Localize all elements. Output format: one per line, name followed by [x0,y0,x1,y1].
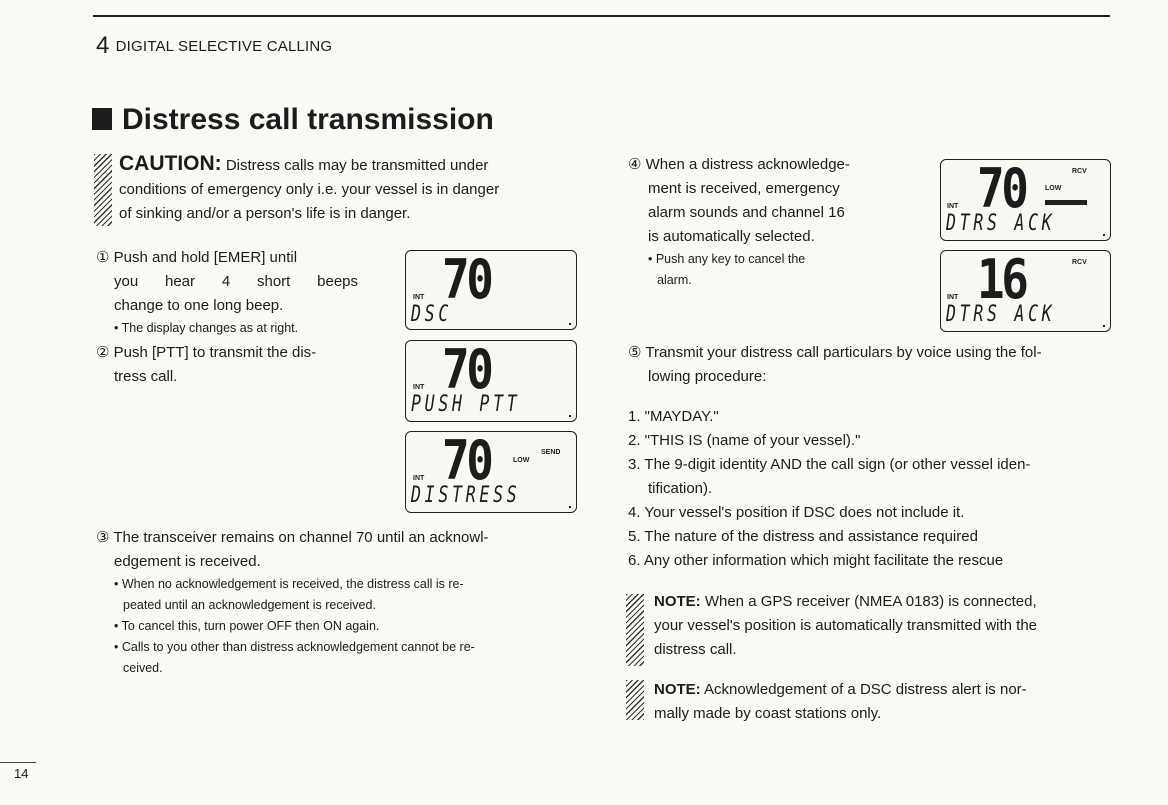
square-bullet-icon [92,108,112,130]
lcd-text: DISTRESS [411,483,521,508]
step-bullet: ceived. [123,661,163,675]
lcd-display-dsc [405,250,577,330]
chapter-number: 4 [96,32,110,59]
step-text: you hear 4 short beeps [114,273,358,290]
step-4 [628,153,893,291]
list-item: 3. The 9-digit identity AND the call sign (or other vessel iden- [628,456,1031,473]
lcd-int-label: INT [947,294,959,301]
lcd-int-label: INT [413,294,425,301]
lcd-text: PUSH PTT [411,392,521,417]
note-label: NOTE: [654,681,701,698]
step-1 [96,246,358,339]
step-bullet: • When no acknowledgement is received, the distress call is re- [114,577,464,591]
lcd-display-dtrs-ack-70 [940,159,1111,241]
note-text: When a GPS receiver (NMEA 0183) is connected, [704,593,1037,610]
lcd-low-label: LOW [1045,185,1062,192]
lcd-low-label: LOW [513,457,530,464]
step-text: change to one long beep. [114,297,284,314]
step-text: ③ The transceiver remains on channel 70 until an acknowl- [96,529,489,546]
caution-block [119,152,499,226]
caution-line: conditions of emergency only i.e. your vessel is in danger [119,181,500,198]
step-note: • The display changes as at right. [114,321,299,335]
lcd-channel: 70 [442,429,491,492]
lcd-text: DTRS ACK [946,302,1056,327]
step-text: ment is received, emergency [648,180,840,197]
section-title-text: Distress call transmission [122,103,494,136]
step-text: ① Push and hold [EMER] until [96,249,298,266]
lcd-text: DTRS ACK [946,211,1056,236]
list-item: tification). [648,480,713,497]
step-2 [96,341,358,389]
step-text: alarm sounds and channel 16 [648,204,845,221]
note-text: mally made by coast stations only. [654,705,882,722]
lcd-dot [1103,234,1105,236]
page-number-rule [0,762,36,763]
lcd-rcv-label: RCV [1072,259,1087,266]
step-text: tress call. [114,368,178,385]
lcd-signal-bar [1045,200,1087,205]
lcd-channel: 70 [442,248,491,311]
step-bullet: • Calls to you other than distress acknowledgement cannot be re- [114,640,475,654]
step-text: ② Push [PTT] to transmit the dis- [96,344,317,361]
lcd-display-dtrs-ack-16 [940,250,1111,332]
chapter-title: DIGITAL SELECTIVE CALLING [115,38,333,55]
page-number: 14 [14,766,29,781]
list-item: 2. "THIS IS (name of your vessel)." [628,432,861,449]
lcd-display-distress [405,431,577,513]
caution-line: of sinking and/or a person's life is in danger. [119,205,411,222]
lcd-channel: 70 [442,338,491,401]
note-label: NOTE: [654,593,701,610]
lcd-send-label: SEND [541,449,561,456]
lcd-text: DSC [411,302,453,327]
list-item: 1. "MAYDAY." [628,408,719,425]
caution-label: CAUTION: [119,152,222,175]
lcd-int-label: INT [947,203,959,210]
step-3 [96,526,581,679]
note-text: your vessel's position is automatically transmitted with the [654,617,1038,634]
procedure-list [628,405,1113,573]
lcd-dot [569,506,571,508]
list-item: 4. Your vessel's position if DSC does not include it. [628,504,965,521]
lcd-rcv-label: RCV [1072,168,1087,175]
header-rule [93,15,1110,17]
note-text: distress call. [654,641,737,658]
lcd-dot [569,323,571,325]
step-text: is automatically selected. [648,228,815,245]
step-5 [628,341,1113,389]
caution-line: Distress calls may be transmitted under [225,157,489,174]
step-text: ④ When a distress acknowledge- [628,156,850,173]
step-text: ⑤ Transmit your distress call particulars by voice using the fol- [628,344,1042,361]
list-item: 6. Any other information which might facilitate the rescue [628,552,1004,569]
note-hatch-icon [626,680,644,720]
note-1 [654,590,1037,662]
lcd-display-push-ptt [405,340,577,422]
step-bullet: • Push any key to cancel the [648,252,806,266]
lcd-dot [569,415,571,417]
note-text: Acknowledgement of a DSC distress alert is nor- [704,681,1027,698]
step-bullet: alarm. [657,273,692,287]
step-text: edgement is received. [114,553,261,570]
lcd-channel: 70 [977,157,1026,220]
step-bullet: peated until an acknowledgement is received. [123,598,376,612]
step-text: lowing procedure: [648,368,767,385]
lcd-int-label: INT [413,384,425,391]
section-title [92,103,494,137]
note-hatch-icon [626,594,644,666]
step-bullet: • To cancel this, turn power OFF then ON again. [114,619,380,633]
note-2 [654,678,1027,726]
caution-hatch-icon [94,154,112,226]
list-item: 5. The nature of the distress and assistance required [628,528,978,545]
lcd-channel: 16 [977,248,1026,311]
chapter-heading [96,32,332,60]
lcd-int-label: INT [413,475,425,482]
lcd-dot [1103,325,1105,327]
